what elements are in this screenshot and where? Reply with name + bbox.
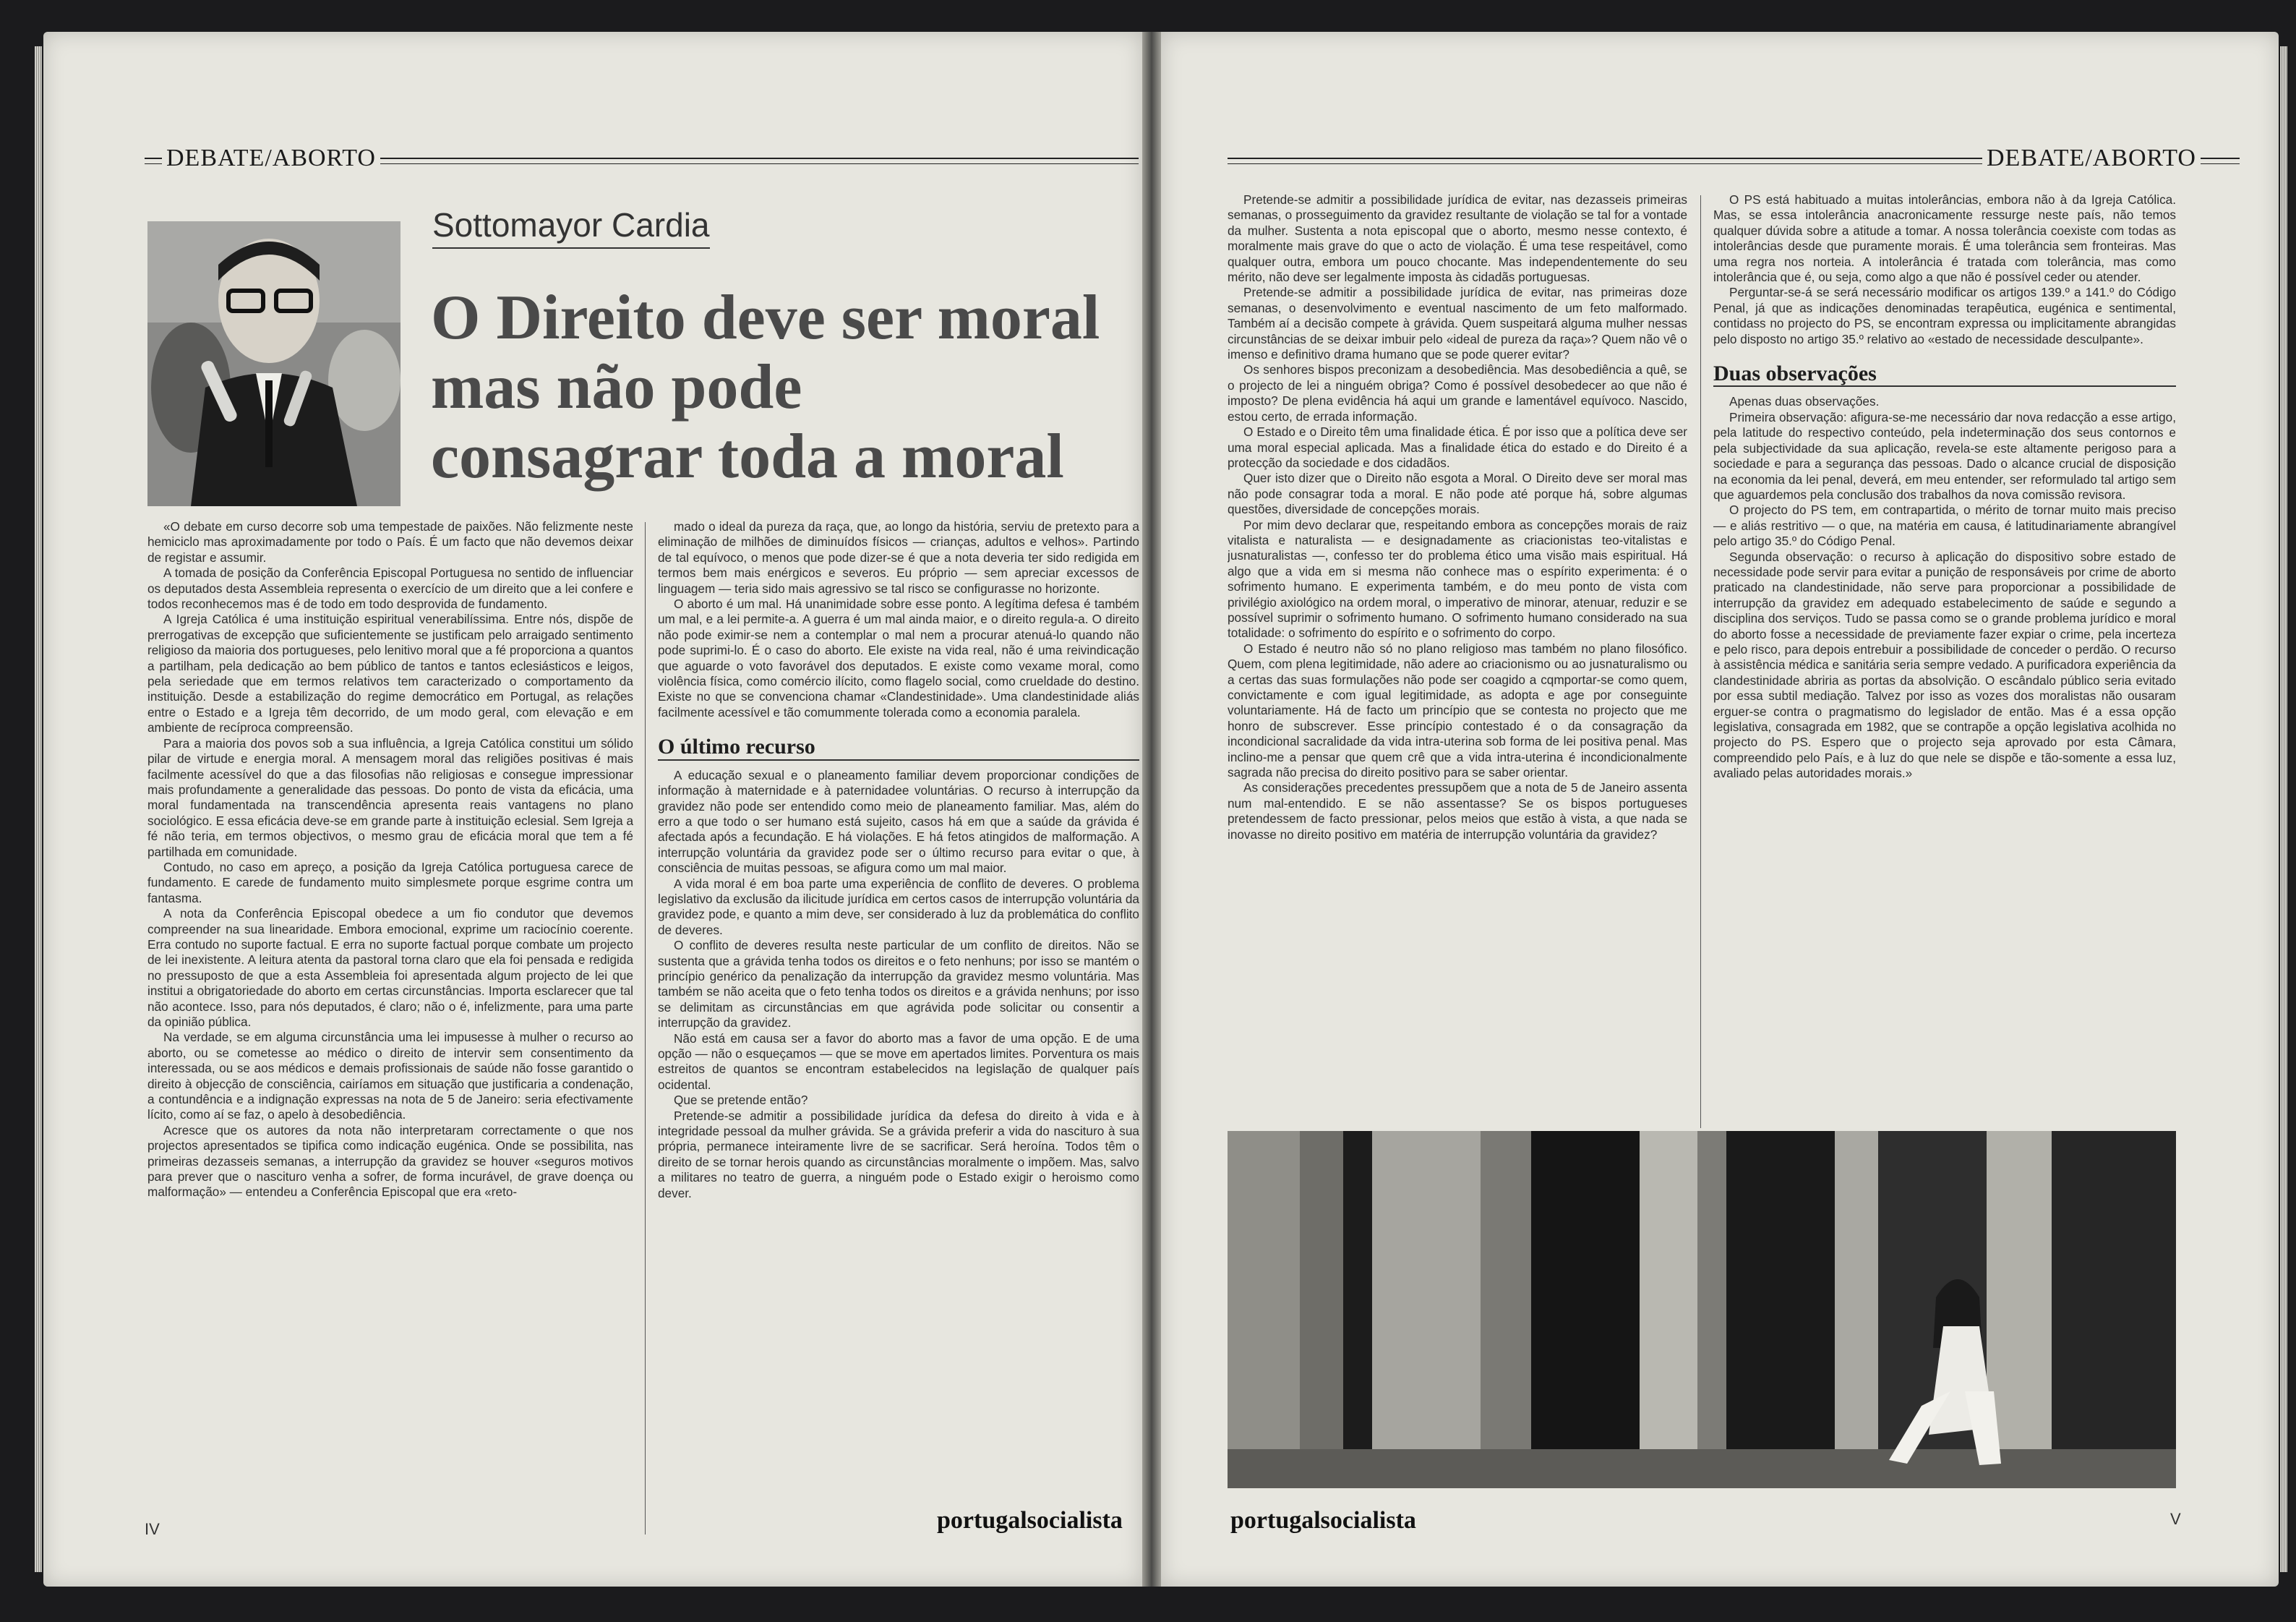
- headline-line-3: consagrar toda a moral: [431, 422, 1064, 492]
- left-column-2: [658, 519, 1139, 1539]
- paragraph: Primeira observação: afigura-se-me necessário dar nova redacção a esse artigo, pela latitude do respectivo conteúdo, pela indeterminação dos seus contornos e pela subjectividade da sua aplicação, revela-se este altamente perigoso para a sociedade e para a segurança das pessoas. Dado o alcance crucial de disposição na economia da lei penal, deverá, em meu entender, ser reformulado tal artigo sem que aguardemos pela conclusão dos trabalhos da nova comissão revisora.: [1713, 409, 2176, 502]
- paragraph: mado o ideal da pureza da raça, que, ao longo da história, serviu de pretexto para a eliminação de milhões de diminuídos físicos — crianças, adultos e velhos». Partindo de tal equívoco, o menos que pode dizer-se é que a nota deveria ter sido redigida em termos bem mais enérgicos e severos. Eu próprio — sem apreciar excessos de linguagem — teria sido mais agressivo se tal risco se configurasse no horizonte.: [658, 519, 1139, 596]
- article-photo: [1228, 1131, 2176, 1488]
- paragraph: O projecto do PS tem, em contrapartida, o mérito de tornar muito mais preciso — e aliás restritivo — o que, na matéria em causa, é latitudinariamente abrangível pelo artigo 35.º do Código Penal.: [1713, 503, 2176, 549]
- paragraph: O PS está habituado a muitas intolerâncias, embora não à da Igreja Católica. Mas, se essa intolerância anacronicamente ressurge neste país, não temos qualquer dúvida sobre a atitude a tomar. A nossa tolerância coexiste com todas as intolerâncias desde que puramente morais. É uma tolerância sem fronteiras. Mas uma regra nos norteia. A intolerância é tratada com tolerância, mas como intolerância que é, ou seja, como algo a que não é possível ceder ou atender.: [1713, 192, 2176, 285]
- right-column-1: [1228, 192, 1687, 1140]
- right-column-2: [1713, 192, 2176, 1140]
- paragraph: O conflito de deveres resulta neste particular de um conflito de direitos. Não se sustenta que a grávida tenha todos os direitos e o feto nenhuns; por isso se mantém o princípio genérico da penalização da interrupção da gravidez mesmo voluntária. Mas também se não aceita que o feto tenha todos os direitos e a grávida nenhuns; por isso se delimitam as circunstâncias em que agrávida pode solicitar ou consentir a interrupção da gravidez.: [658, 938, 1139, 1030]
- paragraph: Apenas duas observações.: [1729, 394, 1880, 409]
- author-photo: [147, 221, 400, 506]
- paragraph: A vida moral é em boa parte uma experiência de conflito de deveres. O problema legislativo da exclusão da ilicitude jurídica em certos casos de interrupção voluntária da gravidez pode, e quanto a mim deve, ser considerado à luz da problemática do conflito de deveres.: [658, 876, 1139, 937]
- section-label: DEBATE/ABORTO: [162, 145, 380, 172]
- paragraph: O Estado é neutro não só no plano religioso mas também no plano filosófico. Quem, com plena legitimidade, não adere ao criacionismo ou ao jusnaturalismo ou a certas das suas formulações não pode ser coagido a cqmportar-se como quem, convictamente e com igual legitimidade, as adopta e age por conseguinte voluntariamente. Há de facto um princípio que se contesta no projecto que me honro de subscrever. Esse princípio contestado é o da consagração da incondicional sacralidade da vida intra-uterina sob forma de lei positiva penal. Mas inclino-me a pensar que quem crê que a vida intra-uterina é incondicionalmente sagrada não precisa do direito positivo para se saber orientar.: [1228, 641, 1687, 780]
- headline-line-1: O Direito deve ser moral: [431, 283, 1100, 353]
- subheading: O último recurso: [658, 739, 1139, 760]
- page-edge-right: [2280, 46, 2287, 1572]
- brand-footer-right: portugalsocialista: [1230, 1507, 1416, 1534]
- paragraph: A tomada de posição da Conferência Episcopal Portuguesa no sentido de influenciar os deputados desta Assembleia representa o exercício de um direito que a lei confere e todos reconhecemos mas é de todo em todo desprovida de fundamento.: [147, 565, 633, 612]
- paragraph: «O debate em curso decorre sob uma tempestade de paixões. Não felizmente neste hemiciclo mas aproximadamente por todo o País. É um facto que não devemos deixar de registar e assumir.: [147, 519, 633, 565]
- paragraph: Pretende-se admitir a possibilidade jurídica de evitar, nas primeiras doze semanas, o desenvolvimento e eventual nascimento de um feto malformado. Também aí a decisão compete à grávida. Quem suspeitará alguma mulher nessas circunstâncias de se deixar imbuir pelo «ideal de pureza da raça»? Quem não vê o imenso e definitivo drama humano que se pode querer evitar?: [1228, 285, 1687, 362]
- section-header-right: [1228, 145, 2240, 176]
- page-number-left: IV: [145, 1520, 160, 1538]
- left-column-1: [147, 519, 633, 1539]
- paragraph: As considerações precedentes pressupõem que a nota de 5 de Janeiro assenta num mal-entendido. E se não assentasse? Se os bispos portugueses pretendessem de facto pressionar, pelos meios que estão à vista, a que nada se inovasse no direito positivo em matéria de interrupção voluntária da gravidez?: [1228, 780, 1687, 842]
- headline: [431, 283, 1100, 492]
- column-divider: [1700, 195, 1701, 1128]
- paragraph: Os senhores bispos preconizam a desobediência. Mas desobediência a quê, se o projecto de lei a ninguém obriga? Como é possível desobedecer ao que não é imposto? De plena evidência há aqui um grande e lamentável equívoco. Nascido, estou certo, de errada informação.: [1228, 362, 1687, 424]
- paragraph: A nota da Conferência Episcopal obedece a um fio condutor que devemos compreender na sua linearidade. Embora emocional, exprime um raciocínio coerente. Erra contudo no suporte factual. E erra no suporte factual porque combate um projecto de lei inexistente. A leitura atenta da pastoral torna claro que ela foi pensada e redigida no pressuposto de que a esta Assembleia foi apresentada algum projecto de lei que institui a obrigatoriedade do aborto em certas circunstâncias. Importa esclarecer que tal não acontece. Isso, para nós deputados, é claro; não o é, infelizmente, para uma parte da opinião pública.: [147, 906, 633, 1029]
- author-name: Sottomayor Cardia: [432, 205, 710, 249]
- paragraph: A Igreja Católica é uma instituição espiritual venerabilíssima. Entre nós, dispõe de prerrogativas de excepção que suficientemente se justificam pelo arraigado sentimento religioso da maioria dos portugueses, pelo lenitivo moral que a fé proporciona a quantos a partilham, pela dedicação ao bem público de tantos e tantos eclesiásticos e leigos, pela seriedade que em termos relativos tem caracterizado o comportamento da instituição. Desde a estabilização do regime democrático em Portugal, as relações entre o Estado e a Igreja têm decorrido, de um modo geral, com elevação e em ambiente de recíproca compreensão.: [147, 612, 633, 735]
- paragraph: Para a maioria dos povos sob a sua influência, a Igreja Católica constitui um sólido pilar de virtude e energia moral. A mensagem moral das religiões positivas é mais facilmente acessível do que a das filosofias não religiosas e consegue impressionar mais profundamente a generalidade das pessoas. Do ponto de vista da eficácia, uma moral fundamentada na transcendência apresenta reais vantagens no plano sociológico. E essa eficácia deve-se em grande parte à instituição eclesial. Sem Igreja a fé não teria, em termos objectivos, o mesmo grau de eficácia moral que tem a fé partilhada em comunidade.: [147, 735, 633, 859]
- magazine-spread: [43, 32, 2279, 1587]
- paragraph: Não está em causa ser a favor do aborto mas a favor de uma opção. E de uma opção — não o esqueçamos — que se move em apertados limites. Porventura os mais estreitos de quantos se encontram estabelecidos na legislação de qualquer país ocidental.: [658, 1030, 1139, 1092]
- paragraph: O aborto é um mal. Há unanimidade sobre esse ponto. A legítima defesa é também um mal, e a lei permite-a. A guerra é um mal ainda maior, e o direito regula-a. O direito não pode eximir-se nem a contemplar o mal nem a procurar atenuá-lo quando não pode suprimi-lo. É o caso do aborto. Ele existe na vida real, não é uma reivindicação que aguarde o voto favorável dos deputados. E existe como vexame moral, como violência física, como comércio ilícito, como flagelo social, como crueldade do destino. Existe no que se convenciona chamar «Clandestinidade». Uma clandestinidade aliás facilmente acessível e tão comummente tolerada como a economia paralela.: [658, 597, 1139, 720]
- paragraph: O Estado e o Direito têm uma finalidade ética. É por isso que a política deve ser uma moral especial aplicada. Mas a finalidade ética do estado e do Direito é a protecção da sociedade e dos cidadãos.: [1228, 424, 1687, 470]
- column-divider: [645, 522, 646, 1535]
- page-edge-left: [35, 46, 42, 1572]
- paragraph: Quer isto dizer que o Direito não esgota a Moral. O Direito deve ser moral mas não pode consagrar toda a moral. E não pode até porque há, sobre algumas questões, diversidade de concepções morais.: [1228, 471, 1687, 517]
- paragraph: A educação sexual e o planeamento familiar devem proporcionar condições de informação à maternidade e à paternidadee voluntárias. O recurso à interrupção da gravidez não pode ser entendido como meio de planeamento familiar. Mas, além do erro a que todo o ser humano está sujeito, casos há em que a saúde da grávida é afectada após a fecundação. E há violações. E há fetos atingidos de malformação. A interrupção voluntária da gravidez pode ser o último recurso para evitar o que, à consciência de muitas pessoas, se afigura como um mal maior.: [658, 767, 1139, 876]
- section-label: DEBATE/ABORTO: [1982, 145, 2201, 172]
- paragraph: Acresce que os autores da nota não interpretaram correctamente o que nos projectos apresentados se tipifica como indicação eugénica. Onde se possibilita, nas primeiras dezasseis semanas, a interrupção da gravidez se houver «seguros motivos para prever que o nascituro venha a sofrer, de forma incurável, de grave doença ou malformação» — entendeu a Conferência Episcopal que era «reto-: [147, 1122, 633, 1200]
- paragraph: Por mim devo declarar que, respeitando embora as concepções morais de raiz vitalista e naturalista — e designadamente as criacionistas teo-vitalistas e jusnaturalistas —, confesso ter do problema ético uma visão mais espiritual. Há algo que a vida em si mesma não conhece mas o espírito experimenta: é o sofrimento humano. E experimenta também, e do meu ponto de vista com privilégio axiológico na ordem moral, o imperativo de minorar, atenuar, reduzir e se possível suprimir o sofrimento humano. O sofrimento humano considerado na sua totalidade: o sofrimento do espírito e o sofrimento do corpo.: [1228, 517, 1687, 641]
- paragraph: Contudo, no caso em apreço, a posição da Igreja Católica portuguesa carece de fundamento. E carede de fundamento muito simplesmete porque esgrime contra um fantasma.: [147, 859, 633, 905]
- section-header-left: [145, 145, 1139, 176]
- book-gutter: [1142, 32, 1161, 1587]
- headline-line-2: mas não pode: [431, 352, 802, 422]
- left-page: [43, 32, 1142, 1587]
- subheading: Duas observações: [1713, 366, 2176, 387]
- paragraph: Pretende-se admitir a possibilidade jurídica da defesa do direito à vida e à integridade pessoal da mulher grávida. Se a grávida preferir a vida do nascituro à sua própria, permanece inteiramente livre de se sacrificar. Será heroína. Todos têm o direito de se tornar herois quando as circunstâncias moralmente o impõem. Mas, salvo a militares no teatro de guerra, a ninguém pode o Estado exigir o heroismo como dever.: [658, 1108, 1139, 1200]
- paragraph: Pretende-se admitir a possibilidade jurídica de evitar, nas dezasseis primeiras semanas, o prosseguimento da gravidez resultante de violação se tal for a vontade da mulher. Sustenta a nota episcopal que o aborto, mesmo nesse contexto, é moralmente mais grave do que o acto de violação. É uma tese respeitável, como qualquer outra, embora um pouco chocante. Mas independentemente do seu mérito, não deve ser legalmente imposta às cidadãs portuguesas.: [1228, 192, 1687, 285]
- paragraph: Na verdade, se em alguma circunstância uma lei impusesse à mulher o recurso ao aborto, ou se cometesse ao médico o direito de intervir sem consentimento da interessada, ou se aos médicos e demais profissionais de saúde não fosse garantido o direito à objecção de consciência, cairíamos em situação que justificaria a condenação, a contundência e a indignação expressas na nota de 5 de Janeiro: seria efectivamente lícito, como aí se faz, o apelo à desobediência.: [147, 1030, 633, 1122]
- page-number-right: V: [2170, 1510, 2181, 1528]
- brand-footer-left: portugalsocialista: [937, 1507, 1123, 1534]
- paragraph: Perguntar-se-á se será necessário modificar os artigos 139.º a 141.º do Código Penal, já que as indicações denominadas terapêutica, eugénica e sentimental, contidass no projecto do PS, se encontram expressa ou implicitamente abrangidas pelo disposto no artigo 35.º relativo ao «estado de necessidade desculpante».: [1713, 285, 2176, 346]
- paragraph: Segunda observação: o recurso à aplicação do dispositivo sobre estado de necessidade pode servir para evitar a punição de responsáveis por crime de aborto praticado na clandestinidade, não serve para proporcionar a possibilidade de interrupção da gravidez em adequado estabelecimento de saúde e segundo a disciplina dos serviços. Tudo se passa como se o grande problema jurídico e moral do aborto fosse a necessidade de previamente fazer expiar o crime, pela incerteza e pelo risco, para depois entrebuir a possibilidade de conceder o perdão. O recurso à assistência médica e sanitária seria sempre vedado. A purificadora experiência da clandestinidade abriria as portas da absolvição. O escândalo público seria evitado por essa subtil mediação. Talvez por isso as vozes dos moralistas não ousaram erguer-se contra o pragmatismo do legislador de então. Mas é a essa opção legislativa, consagrada em 1982, que se contrapõe a opção legislativa acolhida no projecto do PS. Espero que o projecto seja aprovado por esta Câmara, compreendido pelo País, e à luz do que nele se dispõe e tão-somente a essa luz, avaliado pelas autoridades morais.»: [1713, 549, 2176, 781]
- right-page: [1161, 32, 2279, 1587]
- paragraph: Que se pretende então?: [674, 1093, 808, 1108]
